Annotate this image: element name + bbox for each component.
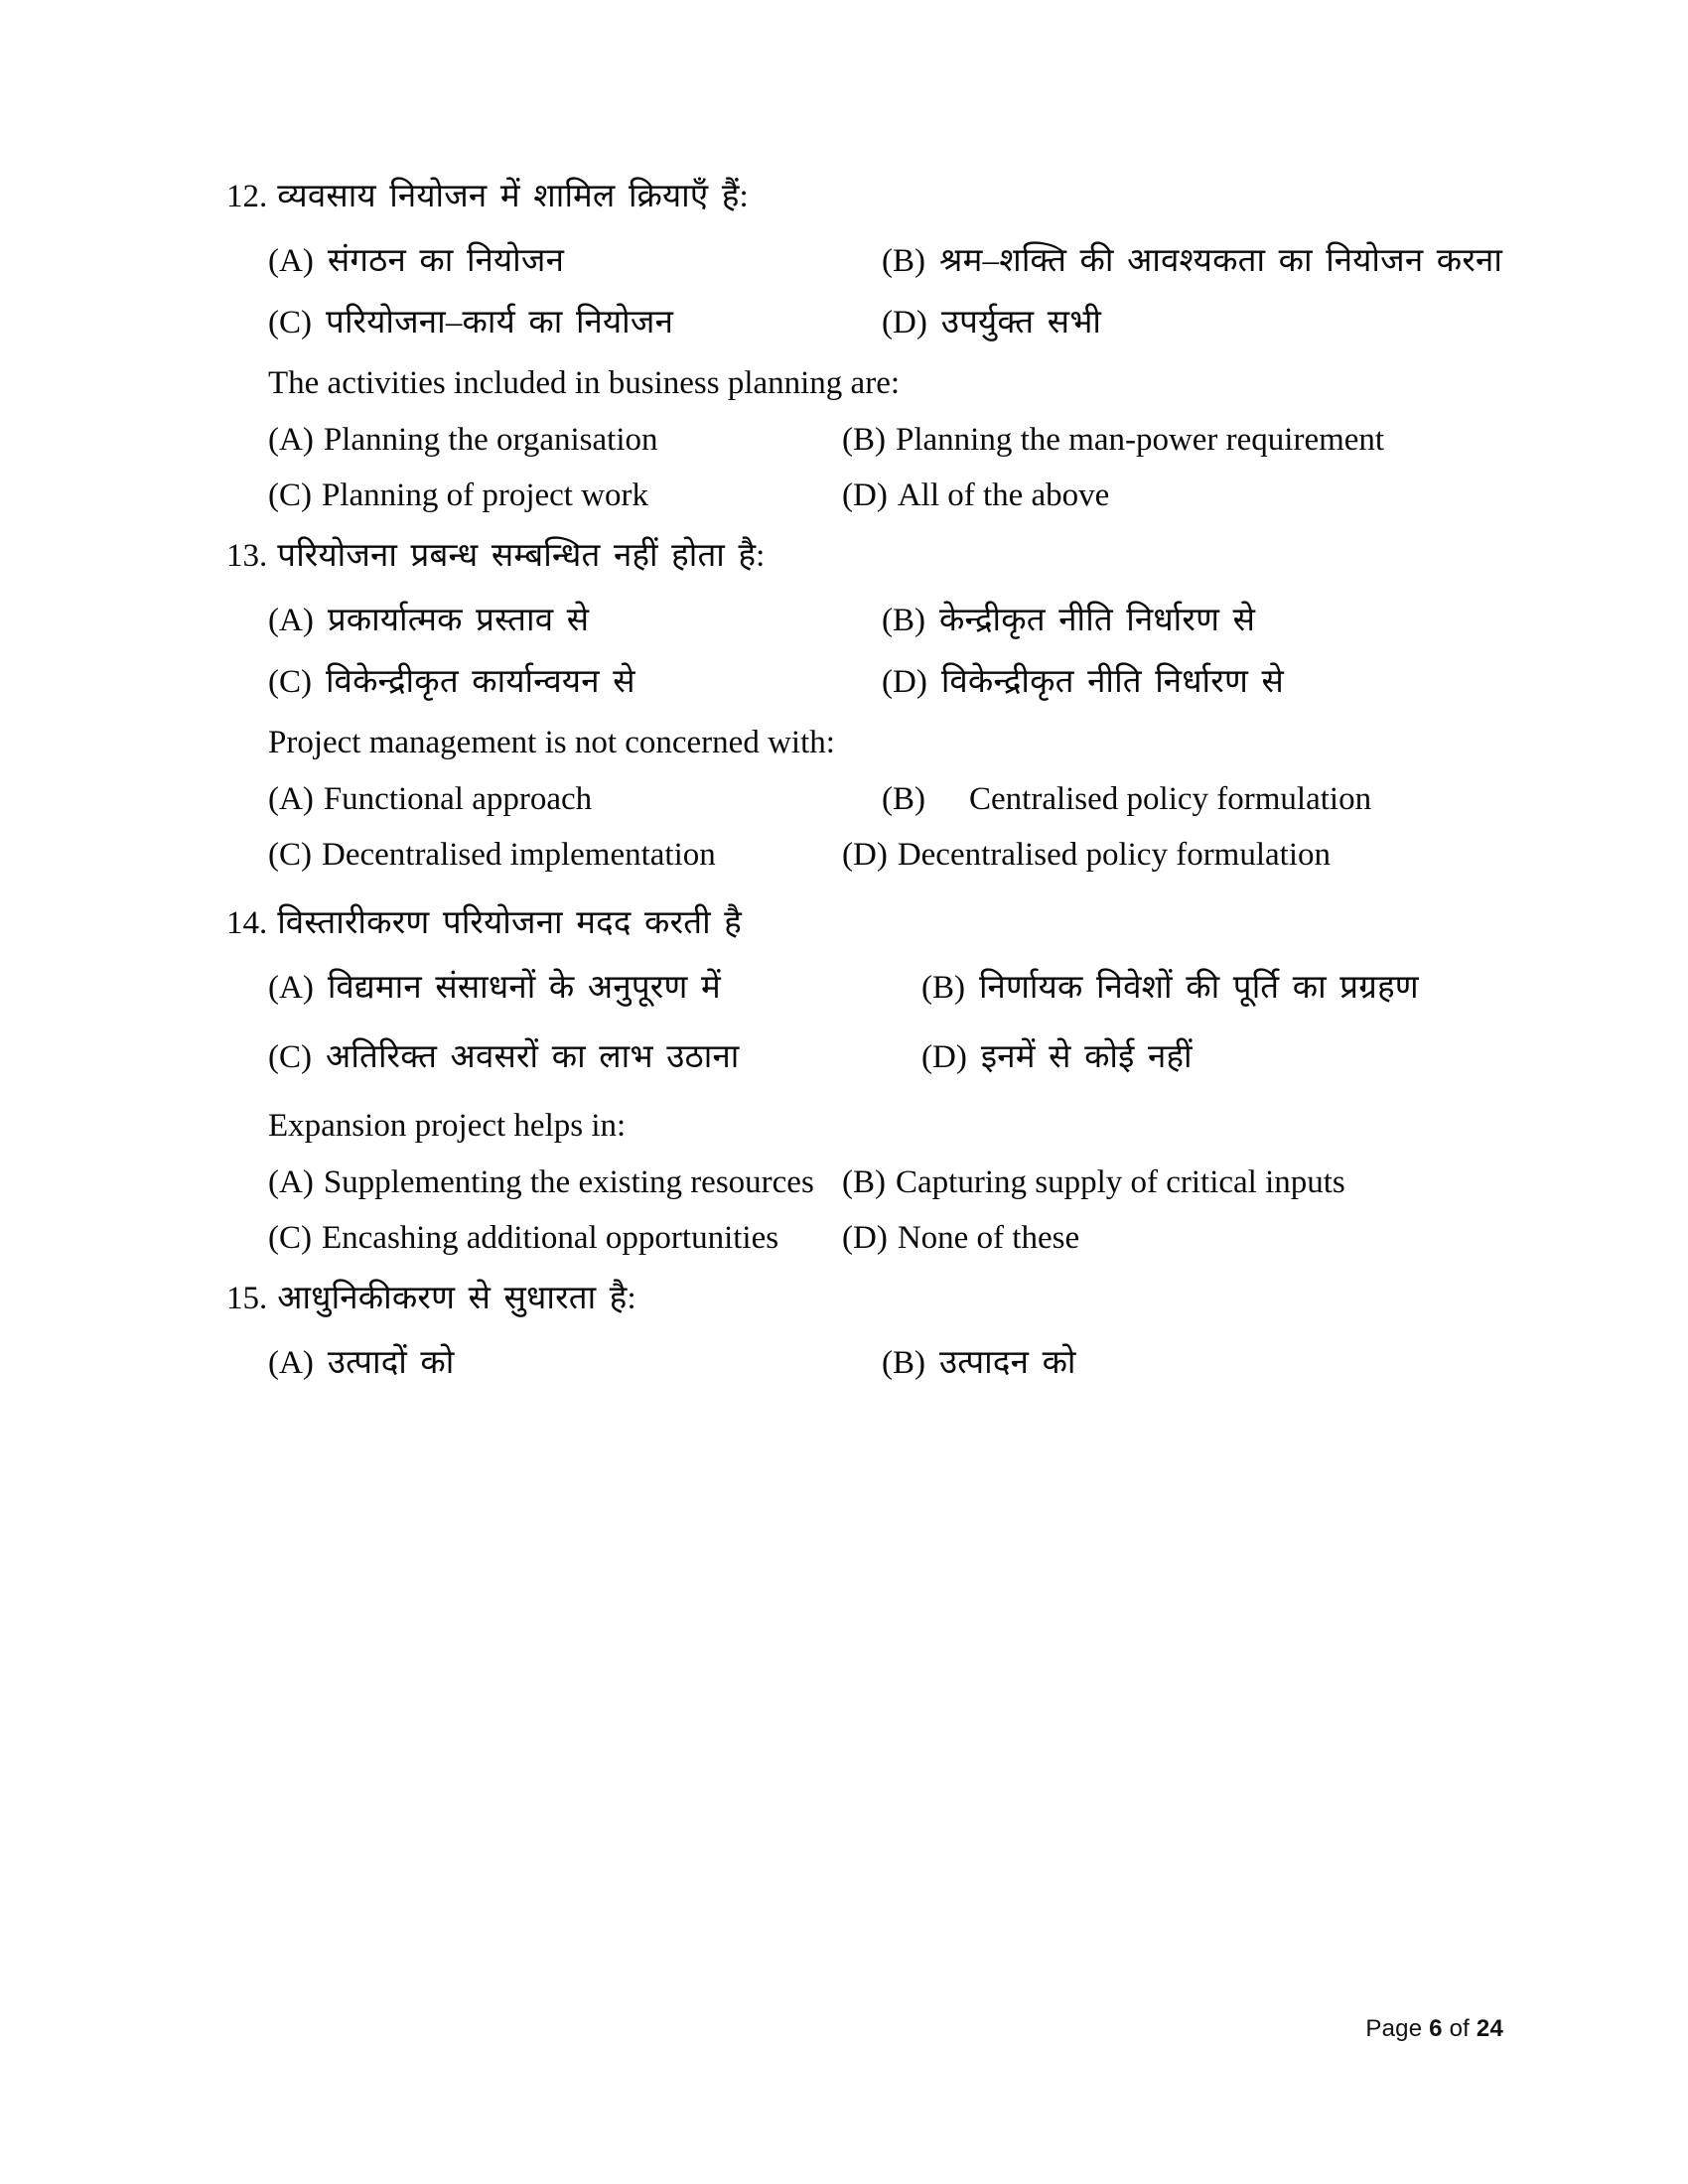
option-label-b: (B) (842, 1163, 886, 1200)
option-label-a: (A) (268, 969, 314, 1006)
option-text-b: निर्णायक निवेशों की पूर्ति का प्रग्रहण (979, 969, 1419, 1006)
option-label-c: (C) (268, 663, 312, 700)
question-14-option-a-hindi[interactable] (226, 964, 921, 1012)
question-12-hindi-options-row-1 (226, 237, 1507, 285)
question-14-stem-hindi-line (226, 900, 1507, 948)
option-text-a: प्रकार्यात्मक प्रस्ताव से (327, 602, 590, 638)
option-label-d: (D) (842, 836, 888, 873)
question-15-hindi-options-row-1 (226, 1339, 1507, 1387)
question-13-option-d-english[interactable] (842, 831, 1507, 879)
question-14-stem-english: Expansion project helps in: (268, 1107, 627, 1144)
question-12-hindi-options-row-2 (226, 299, 1507, 346)
question-14-hindi-options-row-1 (226, 964, 1507, 1012)
footer-page-prefix: Page (1365, 2015, 1423, 2042)
footer-page-number: 6 (1429, 2015, 1443, 2042)
option-text-b: Capturing supply of critical inputs (896, 1163, 1345, 1200)
question-15-option-b-hindi[interactable] (882, 1339, 1507, 1387)
question-15-option-a-hindi[interactable] (226, 1339, 882, 1387)
question-13-option-c-english[interactable] (226, 831, 842, 879)
question-14-option-c-hindi[interactable] (226, 1033, 921, 1081)
option-text-a: Planning the organisation (323, 421, 658, 458)
option-text-b: श्रम–शक्ति की आवश्यकता का नियोजन करना (939, 242, 1503, 279)
footer-page-middle: of (1449, 2015, 1471, 2042)
question-13-option-b-hindi[interactable] (882, 597, 1507, 644)
question-15-number: 15. (226, 1281, 268, 1317)
question-13-english-options-row-2 (226, 831, 1507, 879)
option-text-d: इनमें से कोई नहीं (980, 1038, 1193, 1075)
question-14-option-b-english[interactable] (842, 1159, 1507, 1206)
option-text-d: None of these (897, 1219, 1080, 1256)
option-text-d: विकेन्द्रीकृत नीति निर्धारण से (940, 663, 1285, 700)
option-label-b: (B) (882, 1344, 925, 1381)
question-15-stem-hindi: आधुनिकीकरण से सुधारता है: (277, 1281, 636, 1317)
question-13 (226, 533, 1507, 879)
option-label-d: (D) (842, 477, 888, 513)
option-text-c: Decentralised implementation (322, 836, 716, 873)
option-text-c: Planning of project work (322, 477, 649, 513)
question-12-option-a-english[interactable] (226, 416, 842, 464)
question-14-option-c-english[interactable] (226, 1214, 842, 1262)
question-12-option-d-hindi[interactable] (882, 299, 1507, 346)
question-15-stem-hindi-line (226, 1276, 1507, 1323)
question-13-hindi-options-row-2 (226, 658, 1507, 706)
question-13-option-c-hindi[interactable] (226, 658, 882, 706)
option-text-b: Centralised policy formulation (969, 780, 1372, 817)
option-text-a: संगठन का नियोजन (327, 242, 565, 279)
option-label-a: (A) (268, 242, 314, 279)
question-14-stem-hindi: विस्तारीकरण परियोजना मदद करती है (277, 905, 743, 942)
option-label-d: (D) (921, 1038, 967, 1075)
question-14-english-options-row-1 (226, 1159, 1507, 1206)
question-13-stem-hindi: परियोजना प्रबन्ध सम्बन्धित नहीं होता है: (277, 538, 766, 575)
option-text-d: All of the above (897, 477, 1110, 513)
question-14-option-a-english[interactable] (226, 1159, 842, 1206)
question-13-option-a-english[interactable] (226, 775, 882, 823)
question-12-option-c-english[interactable] (226, 472, 842, 519)
question-12-option-b-hindi[interactable] (882, 237, 1507, 285)
option-label-c: (C) (268, 477, 312, 513)
option-text-b: केन्द्रीकृत नीति निर्धारण से (939, 602, 1256, 638)
question-12-option-c-hindi[interactable] (226, 299, 882, 346)
option-label-a: (A) (268, 780, 314, 817)
question-13-stem-english: Project management is not concerned with: (268, 724, 835, 760)
option-text-a: Functional approach (323, 780, 593, 817)
question-13-option-a-hindi[interactable] (226, 597, 882, 644)
page-content (226, 174, 1507, 1395)
question-15 (226, 1276, 1507, 1387)
option-label-c: (C) (268, 1219, 312, 1256)
question-12-option-a-hindi[interactable] (226, 237, 882, 285)
question-12-option-d-english[interactable] (842, 472, 1507, 519)
option-label-c: (C) (268, 1038, 312, 1075)
question-14-number: 14. (226, 905, 268, 942)
option-text-d: उपर्युक्त सभी (940, 304, 1102, 341)
option-text-a: उत्पादों को (327, 1344, 455, 1381)
option-label-d: (D) (842, 1219, 888, 1256)
question-14-english-options-row-2 (226, 1214, 1507, 1262)
option-text-c: विकेन्द्रीकृत कार्यान्वयन से (326, 663, 635, 700)
question-14-option-b-hindi[interactable] (921, 964, 1507, 1012)
option-text-a: Supplementing the existing resources (323, 1163, 814, 1200)
question-14-option-d-english[interactable] (842, 1214, 1507, 1262)
option-label-b: (B) (921, 969, 965, 1006)
option-label-a: (A) (268, 1163, 314, 1200)
option-label-b: (B) (882, 602, 925, 638)
option-text-b: Planning the man-power requirement (896, 421, 1385, 458)
page-footer (1365, 2015, 1503, 2043)
question-14 (226, 900, 1507, 1262)
option-label-c: (C) (268, 304, 312, 341)
option-label-d: (D) (882, 663, 927, 700)
option-text-a: विद्यमान संसाधनों के अनुपूरण में (327, 969, 721, 1006)
question-12-number: 12. (226, 179, 268, 214)
option-label-b: (B) (882, 780, 925, 817)
question-13-hindi-options-row-1 (226, 597, 1507, 644)
question-12-stem-english: The activities included in business planning are: (268, 364, 901, 401)
question-12-english-options-row-1 (226, 416, 1507, 464)
option-label-b: (B) (882, 242, 925, 279)
question-13-stem-hindi-line (226, 533, 1507, 581)
question-13-option-d-hindi[interactable] (882, 658, 1507, 706)
option-text-c: परियोजना–कार्य का नियोजन (326, 304, 674, 341)
option-text-c: Encashing additional opportunities (322, 1219, 779, 1256)
question-14-hindi-options-row-2 (226, 1033, 1507, 1081)
question-13-english-options-row-1 (226, 775, 1507, 823)
option-label-b: (B) (842, 421, 886, 458)
option-label-a: (A) (268, 421, 314, 458)
option-text-d: Decentralised policy formulation (897, 836, 1331, 873)
question-13-number: 13. (226, 538, 268, 575)
question-12 (226, 174, 1507, 519)
question-12-english-options-row-2 (226, 472, 1507, 519)
option-label-a: (A) (268, 602, 314, 638)
question-13-option-b-english[interactable] (882, 775, 1507, 823)
option-text-b: उत्पादन को (939, 1344, 1076, 1381)
option-label-c: (C) (268, 836, 312, 873)
footer-page-total: 24 (1476, 2015, 1503, 2042)
question-14-option-d-hindi[interactable] (921, 1033, 1507, 1081)
option-label-a: (A) (268, 1344, 314, 1381)
question-12-stem-hindi-line (226, 174, 1507, 221)
option-text-c: अतिरिक्त अवसरों का लाभ उठाना (326, 1038, 740, 1075)
question-12-option-b-english[interactable] (842, 416, 1507, 464)
question-12-stem-hindi: व्यवसाय नियोजन में शामिल क्रियाएँ हैं: (277, 179, 749, 214)
option-label-d: (D) (882, 304, 927, 341)
